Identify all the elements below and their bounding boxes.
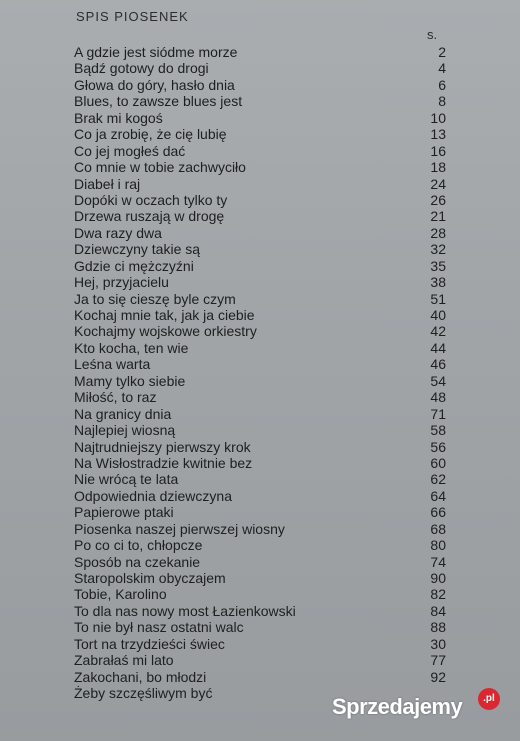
toc-entry-page: 51	[430, 290, 446, 307]
toc-entry-page: 8	[438, 93, 446, 110]
toc-entry-title: Na Wisłostradzie kwitnie bez	[74, 454, 253, 471]
watermark-logo: Sprzedajemy	[332, 694, 463, 719]
toc-entry-title: Ja to się cieszę byle czym	[74, 290, 236, 307]
toc-entry-title: Żeby szczęśliwym być	[74, 685, 213, 702]
toc-entry-page: 77	[430, 652, 446, 669]
toc-entry-page: 60	[430, 454, 446, 471]
toc-entry-title: Staropolskim obyczajem	[74, 570, 226, 586]
toc-entry	[74, 389, 446, 405]
toc-entry	[74, 340, 446, 356]
toc-entry	[74, 291, 446, 307]
toc-entry	[74, 323, 446, 339]
toc-entry-page: 26	[430, 191, 446, 208]
toc-entry	[74, 439, 446, 455]
toc-entry-title: Kochajmy wojskowe orkiestry	[74, 323, 257, 340]
toc-entry-page: 42	[430, 323, 446, 340]
page-title: SPIS PIOSENEK	[76, 9, 189, 24]
toc-entry-page: 71	[430, 405, 446, 422]
toc-entry	[74, 636, 446, 652]
toc-entry	[74, 504, 446, 520]
toc-entry	[74, 307, 446, 323]
toc-entry-page: 24	[430, 175, 446, 192]
toc-entry-page: 32	[430, 241, 446, 258]
toc-entry-title: Piosenka naszej pierwszej wiosny	[74, 520, 285, 537]
toc-entry	[74, 652, 446, 668]
toc-entry-title: Po co ci to, chłopcze	[74, 537, 203, 554]
toc-entry-page: 90	[430, 570, 446, 586]
toc-entry-title: Kochaj mnie tak, jak ja ciebie	[74, 307, 255, 323]
toc-entry-page: 30	[430, 635, 446, 652]
toc-entry	[74, 422, 446, 438]
toc-entry-title: Zabrałaś mi lato	[74, 652, 174, 669]
toc-entry-page: 64	[430, 487, 446, 504]
toc-entry-page: 92	[430, 668, 446, 685]
toc-entry-page: 44	[430, 339, 446, 356]
toc-entry-page: 38	[430, 274, 446, 291]
toc-entry-title: Tort na trzydzieści świec	[74, 635, 225, 652]
toc-entry-page: 21	[430, 208, 446, 225]
toc-entry	[74, 669, 446, 685]
toc-entry-title: A gdzie jest siódme morze	[74, 44, 238, 60]
toc-entry-title: Blues, to zawsze blues jest	[74, 93, 243, 110]
toc-entry	[74, 258, 446, 274]
toc-entry	[74, 603, 446, 619]
toc-entry-page: 68	[430, 520, 446, 537]
toc-entry-title: Leśna warta	[74, 356, 151, 373]
toc-entry-page: 16	[430, 142, 446, 159]
toc-entry-title: Nie wrócą te lata	[74, 471, 179, 488]
toc-entry	[74, 44, 446, 60]
toc-entry-title: Co mnie w tobie zachwyciło	[74, 159, 246, 176]
toc-entry-title: Brak mi kogoś	[74, 109, 163, 126]
table-of-contents	[74, 44, 446, 702]
toc-entry	[74, 143, 446, 159]
toc-entry-page: 82	[430, 586, 446, 603]
toc-entry-page: 84	[430, 602, 446, 619]
toc-entry-page: 58	[430, 422, 446, 439]
toc-entry-page: 62	[430, 471, 446, 488]
toc-entry-page: 35	[430, 257, 446, 274]
toc-entry-page: 6	[438, 76, 446, 93]
toc-entry-page: 74	[430, 553, 446, 570]
toc-entry-title: Głowa do góry, hasło dnia	[74, 76, 235, 93]
toc-entry	[74, 241, 446, 257]
toc-entry-title: Co jej mogłeś dać	[74, 142, 186, 159]
toc-entry-page: 48	[430, 389, 446, 406]
watermark-badge: .pl	[478, 688, 500, 710]
toc-entry	[74, 356, 446, 372]
toc-entry-title: Najlepiej wiosną	[74, 422, 176, 439]
toc-entry-title: Dopóki w oczach tylko ty	[74, 191, 228, 208]
toc-entry	[74, 225, 446, 241]
toc-entry	[74, 471, 446, 487]
toc-entry-title: Na granicy dnia	[74, 405, 172, 422]
toc-entry-title: Tobie, Karolino	[74, 586, 167, 603]
page-column-label: s.	[427, 27, 438, 42]
toc-entry-page: 88	[430, 619, 446, 636]
toc-entry-title: Drzewa ruszają w drogę	[74, 208, 225, 225]
toc-entry-title: Najtrudniejszy pierwszy krok	[74, 438, 251, 455]
toc-entry	[74, 93, 446, 109]
toc-entry-title: Dwa razy dwa	[74, 224, 162, 241]
toc-entry	[74, 586, 446, 602]
toc-entry	[74, 208, 446, 224]
toc-entry	[74, 455, 446, 471]
toc-entry-title: Co ja zrobię, że cię lubię	[74, 126, 227, 143]
toc-entry-page: 56	[430, 438, 446, 455]
toc-entry-title: Papierowe ptaki	[74, 504, 174, 521]
toc-entry	[74, 373, 446, 389]
toc-entry	[74, 159, 446, 175]
toc-entry-title: Hej, przyjacielu	[74, 274, 169, 291]
toc-entry	[74, 60, 446, 76]
toc-entry	[74, 77, 446, 93]
toc-entry-title: Sposób na czekanie	[74, 553, 201, 570]
toc-entry-title: Gdzie ci mężczyźni	[74, 257, 194, 274]
toc-entry	[74, 126, 446, 142]
toc-entry	[74, 521, 446, 537]
toc-entry-title: Kto kocha, ten wie	[74, 339, 189, 356]
toc-entry-title: Miłość, to raz	[74, 389, 157, 406]
toc-entry	[74, 406, 446, 422]
toc-entry-title: To dla nas nowy most Łazienkowski	[74, 602, 296, 619]
toc-entry	[74, 537, 446, 553]
toc-entry	[74, 176, 446, 192]
toc-entry-page: 80	[430, 537, 446, 554]
toc-entry-title: Bądź gotowy do drogi	[74, 60, 209, 77]
toc-entry	[74, 570, 446, 586]
toc-entry-title: Mamy tylko siebie	[74, 372, 186, 389]
toc-entry-page: 66	[430, 504, 446, 521]
toc-entry	[74, 554, 446, 570]
toc-entry-title: Dziewczyny takie są	[74, 241, 201, 258]
toc-entry-page: 13	[430, 126, 446, 143]
toc-entry-page: 46	[430, 356, 446, 373]
toc-entry-page: 10	[430, 109, 446, 126]
toc-entry-page: 40	[430, 307, 446, 323]
toc-entry-page: 28	[430, 224, 446, 241]
toc-entry	[74, 274, 446, 290]
toc-entry	[74, 192, 446, 208]
toc-entry-page: 18	[430, 159, 446, 176]
toc-entry-page: 4	[438, 60, 446, 77]
toc-entry-page: 54	[430, 372, 446, 389]
toc-entry-title: Odpowiednia dziewczyna	[74, 487, 232, 504]
toc-entry	[74, 488, 446, 504]
toc-entry	[74, 110, 446, 126]
toc-entry-page: 2	[438, 44, 446, 60]
toc-entry	[74, 619, 446, 635]
toc-entry-title: Diabeł i raj	[74, 175, 141, 192]
toc-entry-title: Zakochani, bo młodzi	[74, 668, 207, 685]
toc-entry-title: To nie był nasz ostatni walc	[74, 619, 244, 636]
